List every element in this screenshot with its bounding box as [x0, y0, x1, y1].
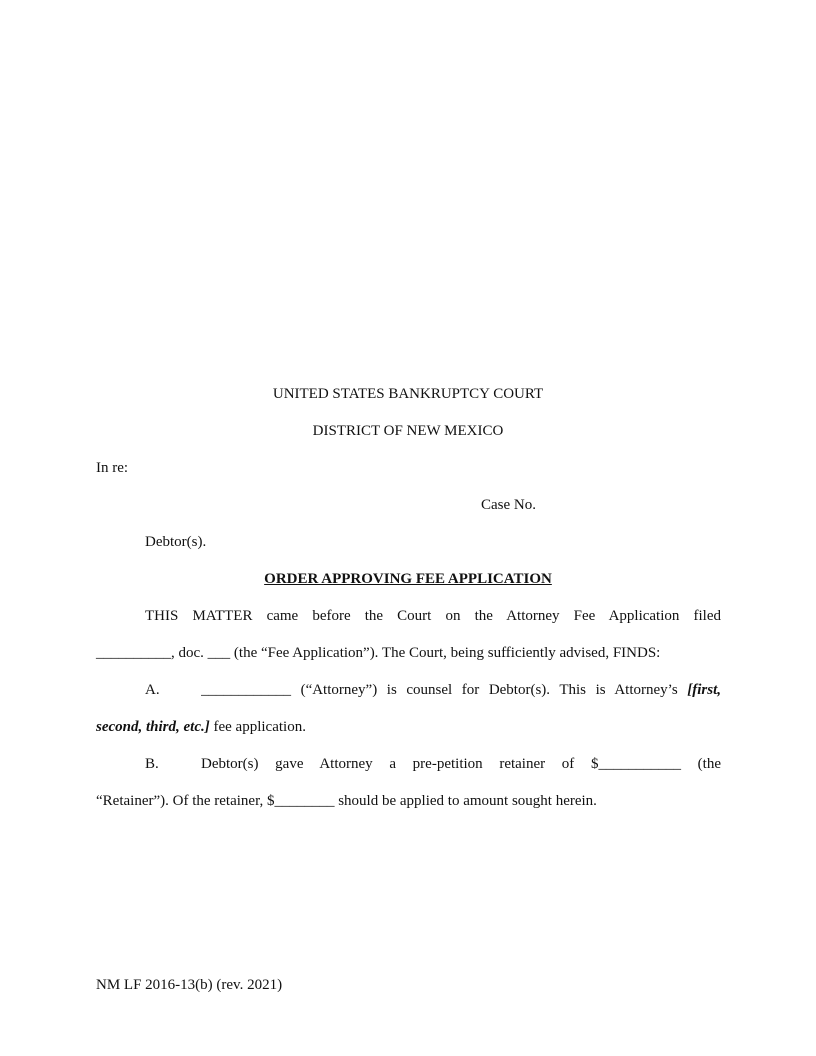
court-name: UNITED STATES BANKRUPTCY COURT — [272, 386, 544, 402]
finding-a-label: A. — [145, 682, 160, 698]
finding-b-line-1: Debtor(s) gave Attorney a pre-petition retainer of $___________ (the — [201, 756, 721, 772]
debtors-label: Debtor(s). — [145, 534, 207, 550]
finding-a-text: ____________ (“Attorney”) is counsel for Debtor(s). This is Attorney’s — [201, 682, 678, 698]
intro-paragraph-line-1: THIS MATTER came before the Court on the Attorney Fee Application filed — [145, 608, 721, 624]
in-re-label: In re: — [96, 460, 129, 476]
intro-paragraph-line-2: __________, doc. ___ (the “Fee Application”). The Court, being sufficiently advised, FINDS: — [96, 645, 661, 661]
finding-a-emphasis-cont: second, third, etc.] — [96, 719, 210, 735]
form-identifier: NM LF 2016-13(b) (rev. 2021) — [96, 977, 283, 993]
finding-b-label: B. — [145, 756, 159, 772]
case-number-label: Case No. — [481, 497, 536, 513]
finding-a-emphasis: [first, — [687, 682, 721, 698]
order-title: ORDER APPROVING FEE APPLICATION — [264, 571, 552, 587]
finding-a-line-1 — [201, 681, 721, 699]
court-district: DISTRICT OF NEW MEXICO — [312, 423, 504, 439]
finding-a-line-2 — [96, 718, 306, 736]
finding-b-line-2: “Retainer”). Of the retainer, $________ should be applied to amount sought herein. — [96, 793, 597, 809]
finding-a-text-cont: fee application. — [209, 719, 306, 735]
